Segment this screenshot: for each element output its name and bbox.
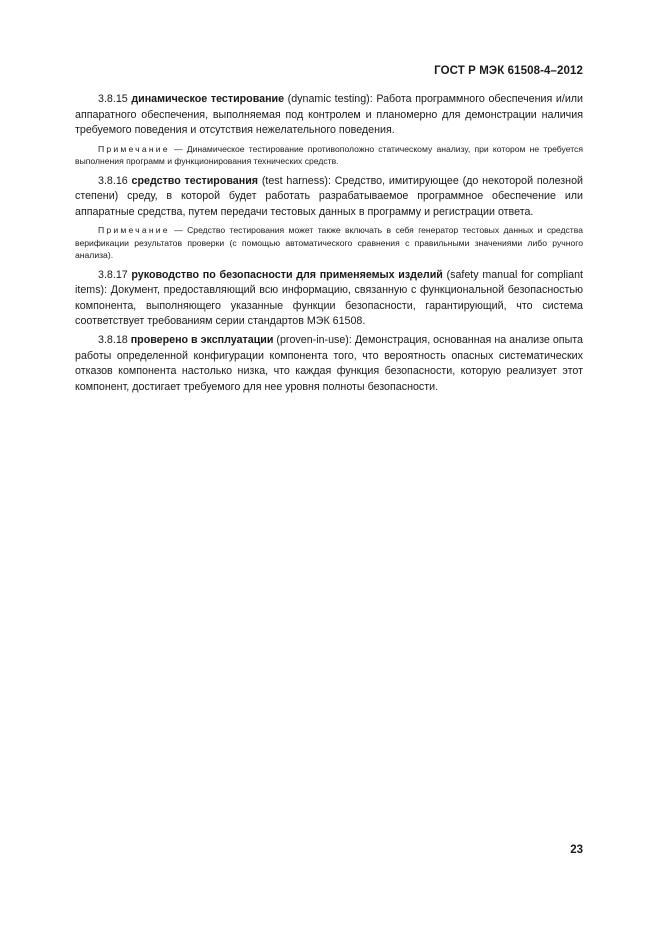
page-number: 23 — [570, 844, 583, 856]
entry-number: 3.8.15 — [98, 93, 128, 105]
entry-3-8-18 — [75, 333, 583, 395]
entry-term: руководство по безопасности для применяемых изделий — [131, 268, 443, 281]
entry-definition: (dynamic testing): Работа программного обеспечения и/или аппаратного обеспечения, выполняемая под контролем и планомерно для демонстрации наличия требуемого поведения и отсутствия нежелательного поведения. — [75, 93, 583, 137]
note-test-harness — [75, 224, 583, 261]
entry-number: 3.8.16 — [98, 174, 128, 187]
entry-term: средство тестирования — [131, 174, 259, 187]
entry-definition: (proven-in-use): Демонстрация, основанная на анализе опыта работы определенной конфигурации компонента того, что вероятность опасных систематических отказов компонента настолько низка, что каждая функция безопасности, которую реализует этот компонент, достигает требуемого для нее уровня полноты безопасности. — [75, 333, 583, 393]
entry-term: проверено в эксплуатации — [130, 333, 274, 346]
entry-number: 3.8.18 — [98, 333, 128, 346]
content-body — [75, 92, 583, 398]
entry-definition: (safety manual for compliant items): Документ, предоставляющий всю информацию, связанную с функциональной безопасностью компонента, выполняющего указанные функции безопасности, гарантирующий, что система соответствует требованиям серии стандартов МЭК 61508. — [75, 268, 583, 328]
note-text: — Динамическое тестирование противоположно статическому анализу, при котором не требуется выполнения программ и функционирования технических средств. — [75, 143, 583, 167]
entry-3-8-15 — [75, 92, 583, 139]
standard-header: ГОСТ Р МЭК 61508-4–2012 — [434, 65, 583, 77]
entry-3-8-16 — [75, 174, 583, 221]
entry-3-8-17 — [75, 268, 583, 330]
entry-number: 3.8.17 — [98, 268, 128, 281]
note-label: Примечание — [98, 225, 170, 236]
note-label: Примечание — [98, 143, 170, 154]
note-dynamic-testing — [75, 143, 583, 168]
entry-definition: (test harness): Средство, имитирующее (до некоторой полезной степени) среду, в которой будет работать разрабатываемое программное обеспечение или аппаратные средства, путем передачи тестовых данных в программу и регистрации ответа. — [75, 174, 583, 218]
entry-term: динамическое тестирование — [131, 93, 285, 105]
note-text: — Средство тестирования может также включать в себя генератор тестовых данных и средства верификации результатов проверки (с помощью автоматического сравнения с правильными значениями либо ручного анализа). — [75, 225, 583, 261]
